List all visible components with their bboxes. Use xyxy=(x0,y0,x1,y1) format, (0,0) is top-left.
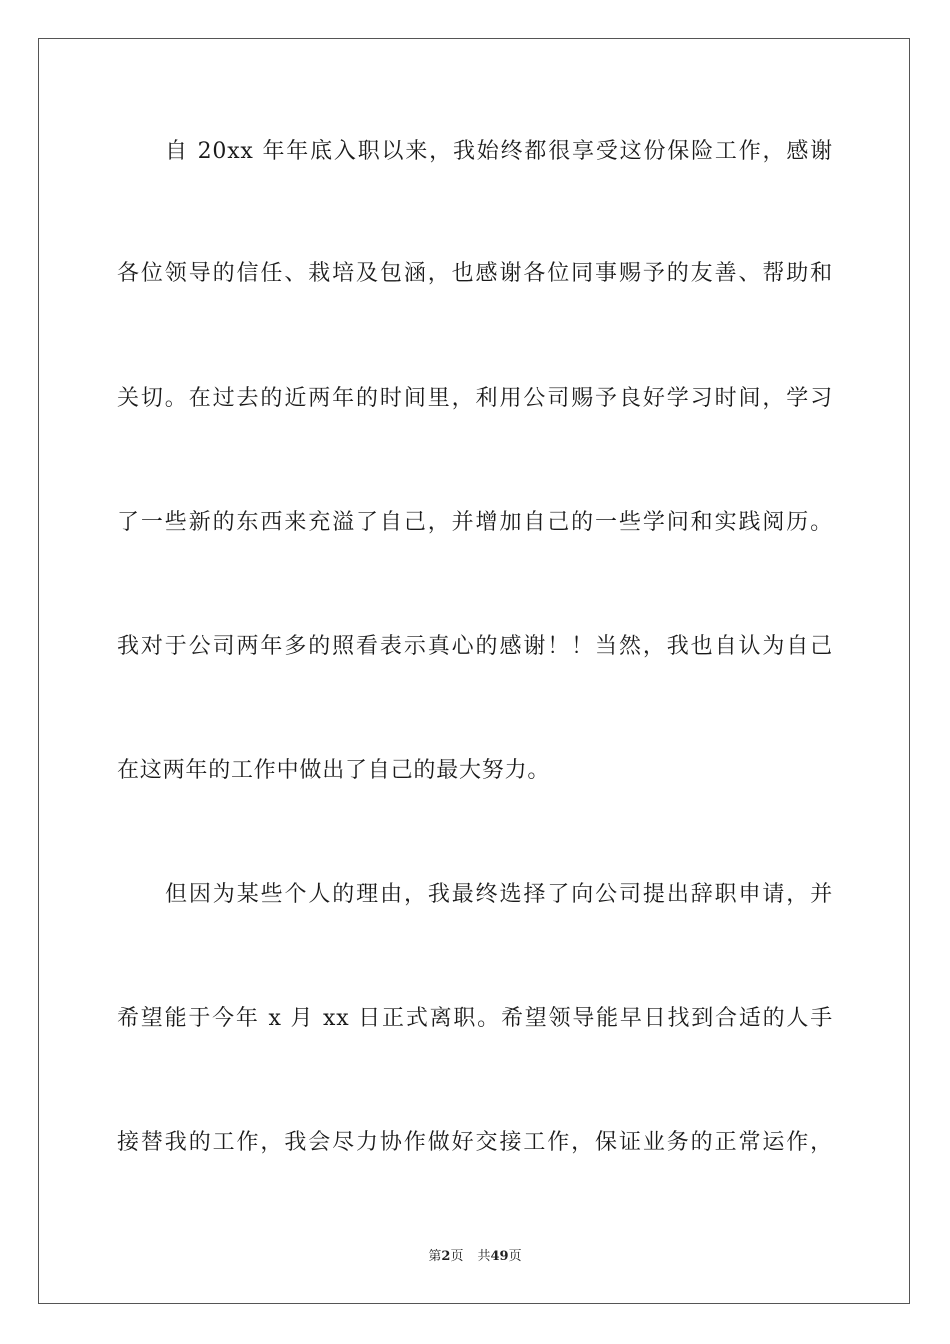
paragraph-1-line-1: 自 20xx 年年底入职以来，我始终都很享受这份保险工作，感谢 xyxy=(165,139,833,164)
paragraph-1-line-4: 了一些新的东西来充溢了自己，并增加自己的一些学问和实践阅历。 xyxy=(117,510,833,535)
total-suffix: 页 xyxy=(508,1249,522,1264)
page-suffix: 页 xyxy=(450,1249,464,1264)
total-pages: 49 xyxy=(490,1249,509,1264)
paragraph-2-line-3: 接替我的工作，我会尽力协作做好交接工作，保证业务的正常运作， xyxy=(117,1130,833,1155)
paragraph-2-line-2: 希望能于今年 x 月 xx 日正式离职。希望领导能早日找到合适的人手 xyxy=(117,1006,833,1031)
total-prefix: 共 xyxy=(477,1249,491,1264)
paragraph-1-line-5: 我对于公司两年多的照看表示真心的感谢！！当然，我也自认为自己 xyxy=(117,634,833,659)
page-border xyxy=(38,38,910,1304)
page-footer xyxy=(0,1248,950,1266)
paragraph-2-line-1: 但因为某些个人的理由，我最终选择了向公司提出辞职申请，并 xyxy=(165,882,833,907)
paragraph-1-line-2: 各位领导的信任、栽培及包涵，也感谢各位同事赐予的友善、帮助和 xyxy=(117,261,833,286)
paragraph-1-line-6: 在这两年的工作中做出了自己的最大努力。 xyxy=(117,758,551,783)
page-number: 2 xyxy=(441,1249,451,1264)
paragraph-1-line-3: 关切。在过去的近两年的时间里，利用公司赐予良好学习时间，学习 xyxy=(117,386,833,411)
page-prefix: 第 xyxy=(428,1249,442,1264)
